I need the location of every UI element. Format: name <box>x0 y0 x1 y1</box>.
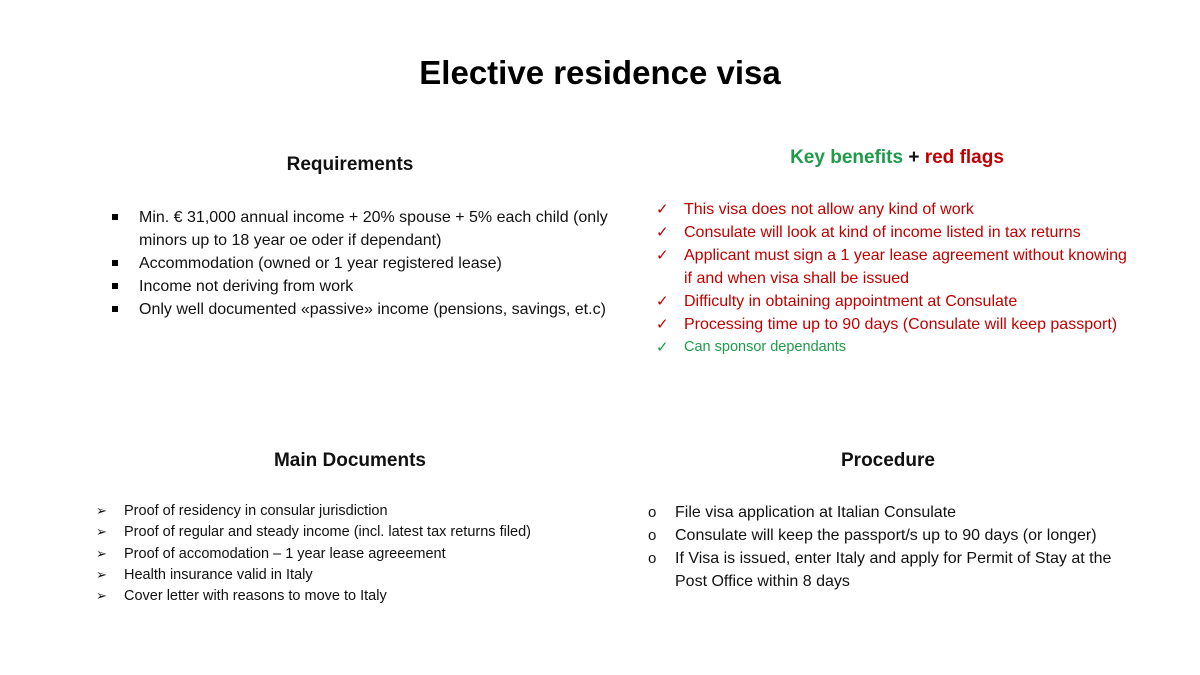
list-item: ➢ Health insurance valid in Italy <box>96 565 616 586</box>
checkmark-icon: ✓ <box>656 246 669 264</box>
procedure-list <box>646 501 1146 593</box>
circle-bullet-icon: o <box>648 504 657 521</box>
list-item: ✓ Processing time up to 90 days (Consulate will keep passport) <box>656 313 1136 336</box>
list-item: ➢ Proof of regular and steady income (incl. latest tax returns filed) <box>96 522 616 543</box>
list-item: ✓ Difficulty in obtaining appointment at Consulate <box>656 290 1136 313</box>
documents-list <box>96 501 616 607</box>
circle-bullet-icon: o <box>648 550 657 567</box>
page-title: Elective residence visa <box>419 54 781 91</box>
checkmark-icon: ✓ <box>656 292 669 310</box>
square-bullet-icon <box>112 260 118 266</box>
requirements-list <box>110 206 610 321</box>
list-item: Income not deriving from work <box>110 275 610 298</box>
checkmark-icon: ✓ <box>656 315 669 333</box>
requirements-heading: Requirements <box>286 154 414 175</box>
list-item: ✓ Applicant must sign a 1 year lease agreement without knowing if and when visa shall be issued <box>656 246 1127 287</box>
list-item: o If Visa is issued, enter Italy and apply for Permit of Stay at the Post Office within 8 days <box>646 547 1146 593</box>
checkmark-icon: ✓ <box>656 200 669 218</box>
arrow-bullet-icon: ➢ <box>96 589 107 605</box>
list-item: ➢ Cover letter with reasons to move to Italy <box>96 586 616 607</box>
arrow-bullet-icon: ➢ <box>96 504 107 519</box>
list-item: Only well documented «passive» income (pensions, savings, et.c) <box>110 298 610 321</box>
list-item: Min. € 31,000 annual income + 20% spouse + 5% each child (only minors up to 18 year oe oder if dependant) <box>110 206 610 252</box>
benefits-heading <box>697 147 1097 169</box>
arrow-bullet-icon: ➢ <box>96 567 107 583</box>
benefits-heading-red: red flags <box>924 147 1004 168</box>
list-item: ✓ This visa does not allow any kind of work <box>656 198 1136 221</box>
list-item: ➢ Proof of accomodation – 1 year lease agreeement <box>96 544 616 565</box>
procedure-heading: Procedure <box>841 450 935 471</box>
square-bullet-icon <box>112 306 118 312</box>
square-bullet-icon <box>112 283 118 289</box>
list-item: Accommodation (owned or 1 year registered lease) <box>110 252 610 275</box>
list-item: o Consulate will keep the passport/s up to 90 days (or longer) <box>646 524 1146 547</box>
circle-bullet-icon: o <box>648 527 657 544</box>
list-item: ✓ Can sponsor dependants <box>656 338 847 356</box>
square-bullet-icon <box>112 214 118 220</box>
checkmark-icon: ✓ <box>656 338 669 356</box>
benefits-heading-green: Key benefits <box>790 147 904 168</box>
checkmark-icon: ✓ <box>656 223 669 241</box>
benefits-heading-plus: + <box>903 147 925 168</box>
arrow-bullet-icon: ➢ <box>96 525 107 541</box>
list-item: ➢ Proof of residency in consular jurisdiction <box>96 501 616 522</box>
list-item: o File visa application at Italian Consulate <box>646 501 1146 524</box>
documents-heading: Main Documents <box>273 450 427 471</box>
list-item: ✓ Consulate will look at kind of income listed in tax returns <box>656 221 1136 244</box>
arrow-bullet-icon: ➢ <box>96 546 107 562</box>
benefits-list <box>656 198 1136 358</box>
